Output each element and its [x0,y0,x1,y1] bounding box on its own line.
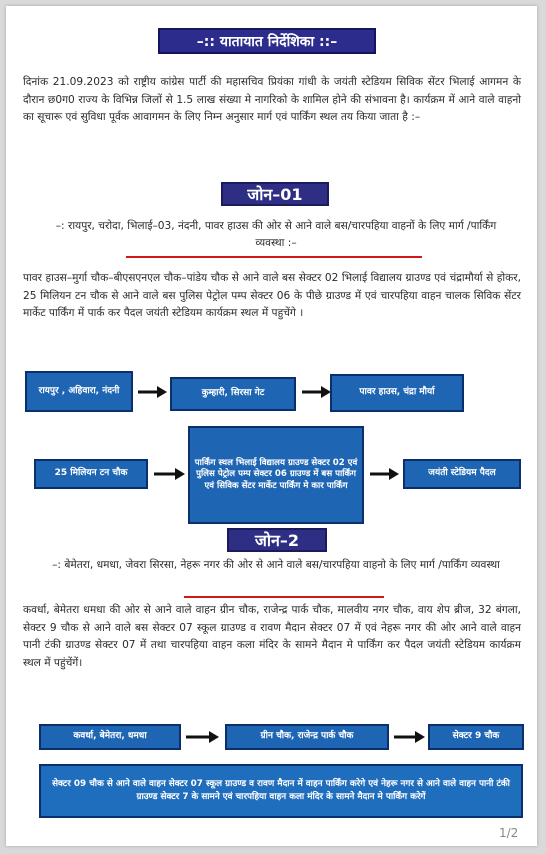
zone-2-flow-via: ग्रीन चौक, राजेन्द्र पार्क चौक [225,724,389,750]
zone-1-flow-origin: रायपुर , अहिवारा, नंदनी [25,371,133,412]
zone-1-subheading: –: रायपुर, चरोदा, भिलाई–03, नंदनी, पावर हाउस की ओर से आने वाले बस/चारपहिया वाहनों के लिए मार्ग /पार्किंग व्यवस्था :– [55,220,497,249]
zone-1-banner: जोन–01 [221,182,329,206]
zone-1-flow-power-house: पावर हाउस, चंद्रा मौर्या [330,374,464,412]
zone-2-subheading: –: बेमेतरा, धमधा, जेवरा सिरसा, नेहरू नगर की ओर से आने वाले बस/चारपहिया वाहनो के लिए मार्ग /पार्किंग व्यवस्था [52,559,500,571]
arrow-icon [186,729,220,745]
page-title: –:: यातायात निर्देशिका ::– [158,28,376,54]
zone-1-underline [126,256,422,258]
zone-1-flow-via: कुम्हारी, सिरसा गेट [170,377,296,411]
zone-1-flow-parking: पार्किंग स्थल भिलाई विद्यालय ग्राउण्ड सेक्टर 02 एवं पुलिस पेट्रोल पम्प सेक्टर 06 ग्राउण्ड में बस पार्किंग एवं सिविक सेंटर मार्केट पार्किंग मे कार पार्किंग [188,426,364,524]
zone-2-flow-origin: कवर्धा, बेमेतरा, धमधा [39,724,181,750]
zone-1-flow-stadium: जयंती स्टेडियम पैदल [403,459,521,489]
arrow-icon [138,384,168,400]
arrow-icon [302,384,332,400]
zone-2-flow-sector-9: सेक्टर 9 चौक [428,724,524,750]
zone-1-flow-25-million-ton-chowk: 25 मिलियन टन चौक [34,459,148,489]
arrow-icon [370,466,400,482]
zone-2-underline [184,596,384,598]
zone-2-banner: जोन–2 [227,528,327,552]
zone-2-route-text: कवर्धा, बेमेतरा धमधा की ओर से आने वाले वाहन ग्रीन चौक, राजेन्द्र पार्क चौक, मालवीय नगर चौक, वाय शेप ब्रीज, 32 बंगला, सेक्टर 9 चौक से आने वाले बस सेक्टर 07 स्कूल ग्राउण्ड व रावण मैदान सेक्टर 07 में एवं नेहरू नगर की ओर आने वाले वाहन पानी टंकी ग्राउण्ड सेक्टर 07 में तथा चारपहिया वाहन कला मंदिर के सामने मैदान मे पार्किंग कर पैदल जयंती स्टेडियम कार्यक्रम स्थल में पहुंचेंगें। [23,604,521,669]
zone-1-route-text: पावर हाउस–मुर्गा चौक–बीएसएनएल चौक–पांडेय चौक से आने वाले बस सेक्टर 02 भिलाई विद्यालय ग्राउण्ड एवं चंद्रामौर्या से होकर, 25 मिलियन टन चौक से आने वाले बस पुलिस पेट्रोल पम्प सेक्टर 06 के पीछे ग्राउण्ड में एवं चारपहिया वाहन चालक सिविक सेंटर मार्केट पार्किंग में पार्क कर पैदल जयंती स्टेडियम कार्यक्रम स्थल में पहुचेंगे । [23,272,521,320]
document-page [6,6,537,846]
intro-paragraph: दिनांक 21.09.2023 को राष्ट्रीय कांग्रेस पार्टी की महासचिव प्रियंका गांधी के जयंती स्टेडियम सिविक सेंटर भिलाई आगमन के दौरान छ0ग0 राज्य के विभिन्न जिलों से 1.5 लाख संख्या मे नागरिको के शामिल होने की संभावना है। कार्यक्रम में आने वाले वाहनो का सूचारू एवं सुविधा पूर्वक आवागमन के लिए निम्न अनुसार मार्ग एवं पार्किंग स्थल तय किया जाता है :– [23,76,521,124]
arrow-icon [394,729,426,745]
page-number: 1/2 [499,826,519,840]
arrow-icon [154,466,186,482]
zone-2-parking-note: सेक्टर 09 चौक से आने वाले वाहन सेक्टर 07 स्कूल ग्राउण्ड व रावण मैदान में वाहन पार्किंग करेगे एवं नेहरू नगर से आने वाले वाहन पानी टंकी ग्राउण्ड सेक्टर 7 के सामने एवं चारपहिया वाहन कला मंदिर के सामने मैदान मे पार्किंग करेगें [39,764,523,818]
